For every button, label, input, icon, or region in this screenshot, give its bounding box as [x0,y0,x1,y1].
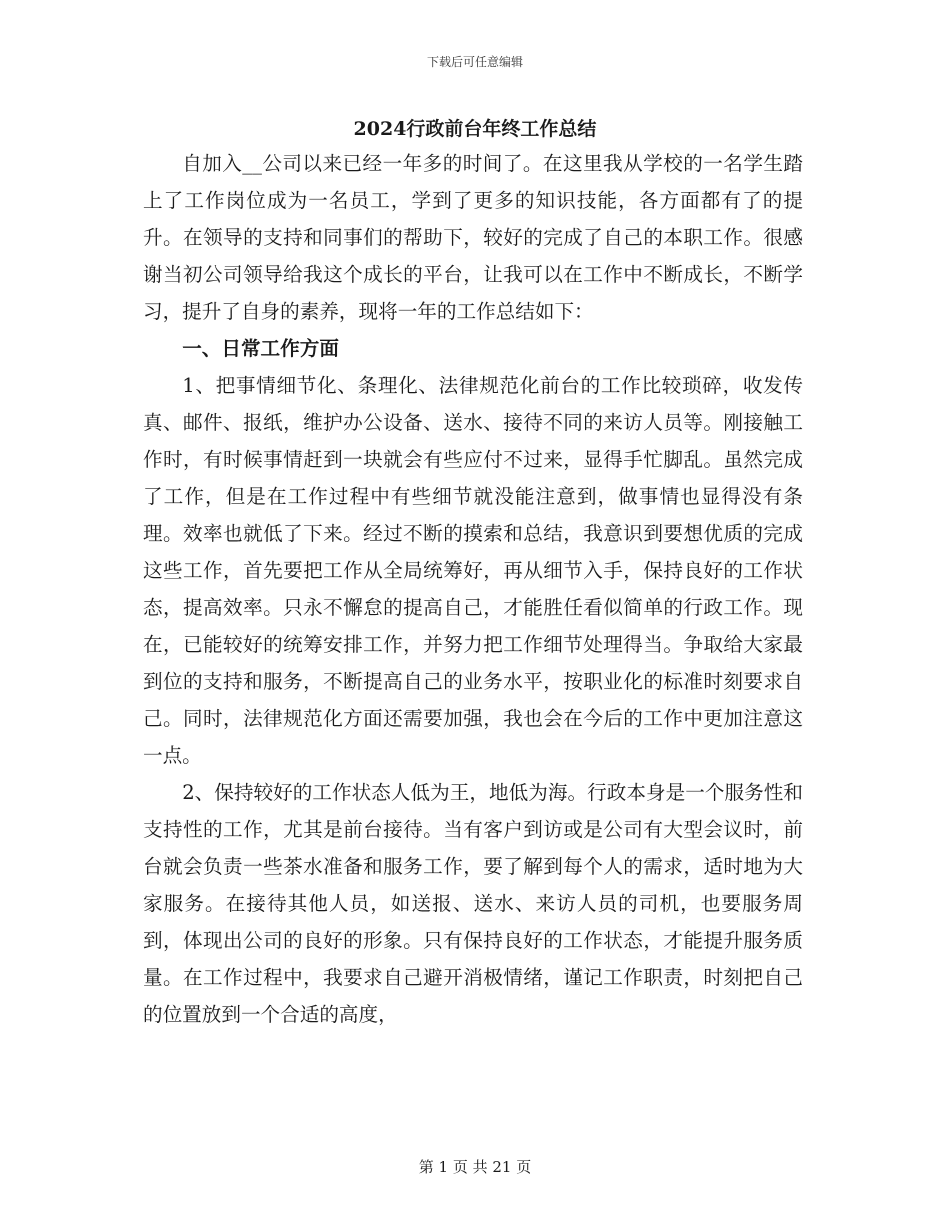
paragraph-2: 2、保持较好的工作状态人低为王，地低为海。行政本身是一个服务性和支持性的工作，尤其是前台接待。当有客户到访或是公司有大型会议时，前台就会负责一些茶水准备和服务工作，要了解到每个人的需求，适时地为大家服务。在接待其他人员，如送报、送水、来访人员的司机，也要服务周到，体现出公司的良好的形象。只有保持良好的工作状态，才能提升服务质量。在工作过程中，我要求自己避开消极情绪，谨记工作职责，时刻把自己的位置放到一个合适的高度， [143,781,803,1026]
section-heading: 一、日常工作方面 [182,337,339,360]
document-body [143,145,803,1033]
paragraph-1: 1、把事情细节化、条理化、法律规范化前台的工作比较琐碎，收发传真、邮件、报纸，维护办公设备、送水、接待不同的来访人员等。刚接触工作时，有时候事情赶到一块就会有些应付不过来，显得手忙脚乱。虽然完成了工作，但是在工作过程中有些细节就没能注意到，做事情也显得没有条理。效率也就低了下来。经过不断的摸索和总结，我意识到要想优质的完成这些工作，首先要把工作从全局统筹好，再从细节入手，保持良好的工作状态，提高效率。只永不懈怠的提高自己，才能胜任看似简单的行政工作。现在，已能较好的统筹安排工作，并努力把工作细节处理得当。争取给大家最到位的支持和服务，不断提高自己的业务水平，按职业化的标准时刻要求自己。同时，法律规范化方面还需要加强，我也会在今后的工作中更加注意这一点。 [143,374,803,767]
page-footer: 第 1 页 共 21 页 [418,1158,532,1176]
document-title: 2024行政前台年终工作总结 [353,118,597,140]
intro-paragraph: 自加入__公司以来已经一年多的时间了。在这里我从学校的一名学生踏上了工作岗位成为一名员工，学到了更多的知识技能，各方面都有了的提升。在领导的支持和同事们的帮助下，较好的完成了自己的本职工作。很感谢当初公司领导给我这个成长的平台，让我可以在工作中不断成长，不断学习，提升了自身的素养，现将一年的工作总结如下： [143,152,803,323]
header-note: 下载后可任意编辑 [426,55,523,69]
